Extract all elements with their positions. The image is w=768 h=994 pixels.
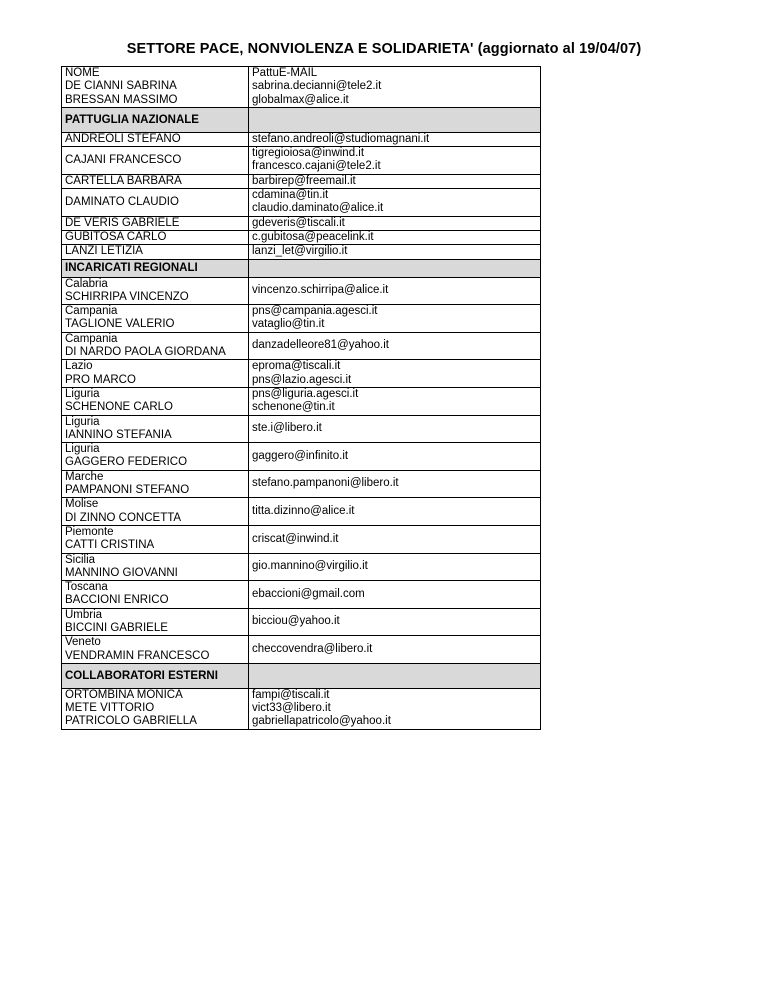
email-address: criscat@inwind.it: [252, 532, 339, 545]
table-row: [62, 305, 541, 333]
header-mail-line: PattuE-MAIL: [252, 67, 318, 79]
member-email-cell: [249, 415, 541, 443]
email-address: stefano.andreoli@studiomagnani.it: [252, 132, 430, 145]
table-row: [62, 470, 541, 498]
member-name-cell: [62, 387, 249, 415]
region-label: Molise: [65, 498, 99, 511]
table-row: [62, 132, 541, 146]
member-name-cell: [62, 443, 249, 471]
header-name-line: BRESSAN MASSIMO: [65, 93, 178, 106]
email-address: eproma@tiscali.it: [252, 360, 341, 373]
member-name-cell: [62, 688, 249, 729]
region-label: Sicilia: [65, 553, 96, 566]
member-name-cell: [62, 415, 249, 443]
email-address: pns@campania.agesci.it: [252, 305, 378, 318]
email-address: vict33@libero.it: [252, 702, 331, 715]
region-label: Liguria: [65, 443, 100, 456]
member-name: ORTOMBINA MONICA: [65, 688, 183, 701]
member-name: GAGGERO FEDERICO: [65, 456, 188, 469]
table-row: [62, 415, 541, 443]
table-row: [62, 498, 541, 526]
email-address: claudio.daminato@alice.it: [252, 202, 384, 215]
member-name: CATTI CRISTINA: [65, 539, 155, 552]
section-header-row: [62, 259, 541, 277]
member-email-cell: [249, 230, 541, 244]
email-address: stefano.pampanoni@libero.it: [252, 477, 399, 490]
member-name-cell: [62, 470, 249, 498]
table-row: [62, 245, 541, 259]
section-title: INCARICATI REGIONALI: [62, 259, 249, 277]
member-email-cell: [249, 525, 541, 553]
member-name-cell: [62, 360, 249, 388]
member-name-cell: [62, 245, 249, 259]
region-label: Marche: [65, 470, 104, 483]
member-email-cell: [249, 608, 541, 636]
table-row: [62, 189, 541, 217]
member-email-cell: [249, 189, 541, 217]
email-address: gabriellapatricolo@yahoo.it: [252, 715, 391, 728]
member-name-cell: [62, 636, 249, 664]
section-header-empty-cell: [249, 663, 541, 688]
member-email-cell: [249, 305, 541, 333]
member-name-cell: [62, 332, 249, 360]
table-row: [62, 387, 541, 415]
region-label: Lazio: [65, 360, 93, 373]
table-row: [62, 608, 541, 636]
header-name-cell: [62, 67, 249, 108]
region-label: Campania: [65, 305, 118, 318]
member-name: LANZI LETIZIA: [65, 245, 143, 258]
member-name-cell: [62, 608, 249, 636]
email-address: pns@lazio.agesci.it: [252, 373, 352, 386]
member-name: MANNINO GIOVANNI: [65, 566, 178, 579]
member-email-cell: [249, 688, 541, 729]
member-name: ANDREOLI STEFANO: [65, 132, 181, 145]
member-name: SCHIRRIPA VINCENZO: [65, 290, 189, 303]
email-address: pns@liguria.agesci.it: [252, 387, 359, 400]
table-row: [62, 147, 541, 175]
email-address: francesco.cajani@tele2.it: [252, 160, 381, 173]
email-address: gaggero@infinito.it: [252, 449, 349, 462]
email-address: cdamina@tin.it: [252, 189, 329, 202]
section-title: COLLABORATORI ESTERNI: [62, 663, 249, 688]
member-name-cell: [62, 132, 249, 146]
member-name: DAMINATO CLAUDIO: [65, 195, 179, 208]
member-email-cell: [249, 174, 541, 188]
table-row: [62, 636, 541, 664]
email-address: danzadelleore81@yahoo.it: [252, 339, 389, 352]
region-label: Calabria: [65, 277, 108, 290]
member-name-cell: [62, 525, 249, 553]
member-name: IANNINO STEFANIA: [65, 428, 172, 441]
member-name-cell: [62, 174, 249, 188]
region-label: Umbria: [65, 608, 103, 621]
table-row: [62, 553, 541, 581]
table-row: [62, 688, 541, 729]
email-address: bicciou@yahoo.it: [252, 615, 340, 628]
email-address: barbirep@freemail.it: [252, 174, 356, 187]
email-address: vincenzo.schirripa@alice.it: [252, 284, 389, 297]
contact-table: [61, 66, 541, 730]
member-name: PRO MARCO: [65, 373, 136, 386]
region-label: Campania: [65, 332, 118, 345]
member-name: BICCINI GABRIELE: [65, 621, 168, 634]
member-name-cell: [62, 305, 249, 333]
table-header-row: [62, 67, 541, 108]
member-email-cell: [249, 360, 541, 388]
member-name-cell: [62, 216, 249, 230]
email-address: gdeveris@tiscali.it: [252, 216, 345, 229]
section-title: PATTUGLIA NAZIONALE: [62, 107, 249, 132]
member-name: VENDRAMIN FRANCESCO: [65, 649, 210, 662]
member-email-cell: [249, 332, 541, 360]
table-row: [62, 360, 541, 388]
region-label: Piemonte: [65, 525, 114, 538]
section-header-empty-cell: [249, 107, 541, 132]
member-email-cell: [249, 216, 541, 230]
email-address: gio.mannino@virgilio.it: [252, 560, 368, 573]
region-label: Veneto: [65, 636, 101, 649]
email-address: ebaccioni@gmail.com: [252, 587, 365, 600]
member-name: BACCIONI ENRICO: [65, 594, 169, 607]
member-email-cell: [249, 245, 541, 259]
member-email-cell: [249, 443, 541, 471]
member-email-cell: [249, 277, 541, 305]
header-name-line: DE CIANNI SABRINA: [65, 80, 177, 93]
member-name-cell: [62, 277, 249, 305]
table-row: [62, 174, 541, 188]
email-address: ste.i@libero.it: [252, 422, 322, 435]
section-header-row: [62, 107, 541, 132]
region-label: Liguria: [65, 415, 100, 428]
member-name: DI ZINNO CONCETTA: [65, 511, 182, 524]
email-address: titta.dizinno@alice.it: [252, 504, 355, 517]
member-name: SCHENONE CARLO: [65, 401, 173, 414]
header-mail-line: sabrina.decianni@tele2.it: [252, 80, 382, 93]
member-name: METE VITTORIO: [65, 702, 155, 715]
member-name: GUBITOSA CARLO: [65, 230, 167, 243]
member-name: CARTELLA BARBARA: [65, 174, 182, 187]
section-header-row: [62, 663, 541, 688]
member-name: PAMPANONI STEFANO: [65, 484, 190, 497]
email-address: schenone@tin.it: [252, 401, 335, 414]
email-address: tigregioiosa@inwind.it: [252, 147, 365, 160]
member-name: PATRICOLO GABRIELLA: [65, 715, 197, 728]
email-address: fampi@tiscali.it: [252, 688, 330, 701]
header-mail-cell: [249, 67, 541, 108]
member-name: DE VERIS GABRIELE: [65, 216, 180, 229]
header-name-line: NOME: [65, 67, 100, 79]
table-row: [62, 581, 541, 609]
member-name-cell: [62, 189, 249, 217]
member-name-cell: [62, 147, 249, 175]
email-address: lanzi_let@virgilio.it: [252, 245, 348, 258]
email-address: checcovendra@libero.it: [252, 642, 373, 655]
table-row: [62, 216, 541, 230]
member-email-cell: [249, 147, 541, 175]
email-address: vataglio@tin.it: [252, 318, 325, 331]
region-label: Liguria: [65, 387, 100, 400]
table-row: [62, 525, 541, 553]
member-name: DI NARDO PAOLA GIORDANA: [65, 346, 226, 359]
member-name-cell: [62, 230, 249, 244]
member-name-cell: [62, 498, 249, 526]
table-row: [62, 230, 541, 244]
email-address: c.gubitosa@peacelink.it: [252, 230, 374, 243]
table-row: [62, 332, 541, 360]
member-name-cell: [62, 581, 249, 609]
member-email-cell: [249, 498, 541, 526]
member-email-cell: [249, 636, 541, 664]
member-email-cell: [249, 470, 541, 498]
member-email-cell: [249, 387, 541, 415]
member-email-cell: [249, 581, 541, 609]
table-row: [62, 443, 541, 471]
member-email-cell: [249, 553, 541, 581]
document-title: SETTORE PACE, NONVIOLENZA E SOLIDARIETA' (aggiornato al 19/04/07): [126, 41, 642, 57]
member-name: TAGLIONE VALERIO: [65, 318, 175, 331]
member-email-cell: [249, 132, 541, 146]
member-name: CAJANI FRANCESCO: [65, 153, 182, 166]
header-mail-line: globalmax@alice.it: [252, 93, 349, 106]
region-label: Toscana: [65, 581, 108, 594]
member-name-cell: [62, 553, 249, 581]
section-header-empty-cell: [249, 259, 541, 277]
table-row: [62, 277, 541, 305]
